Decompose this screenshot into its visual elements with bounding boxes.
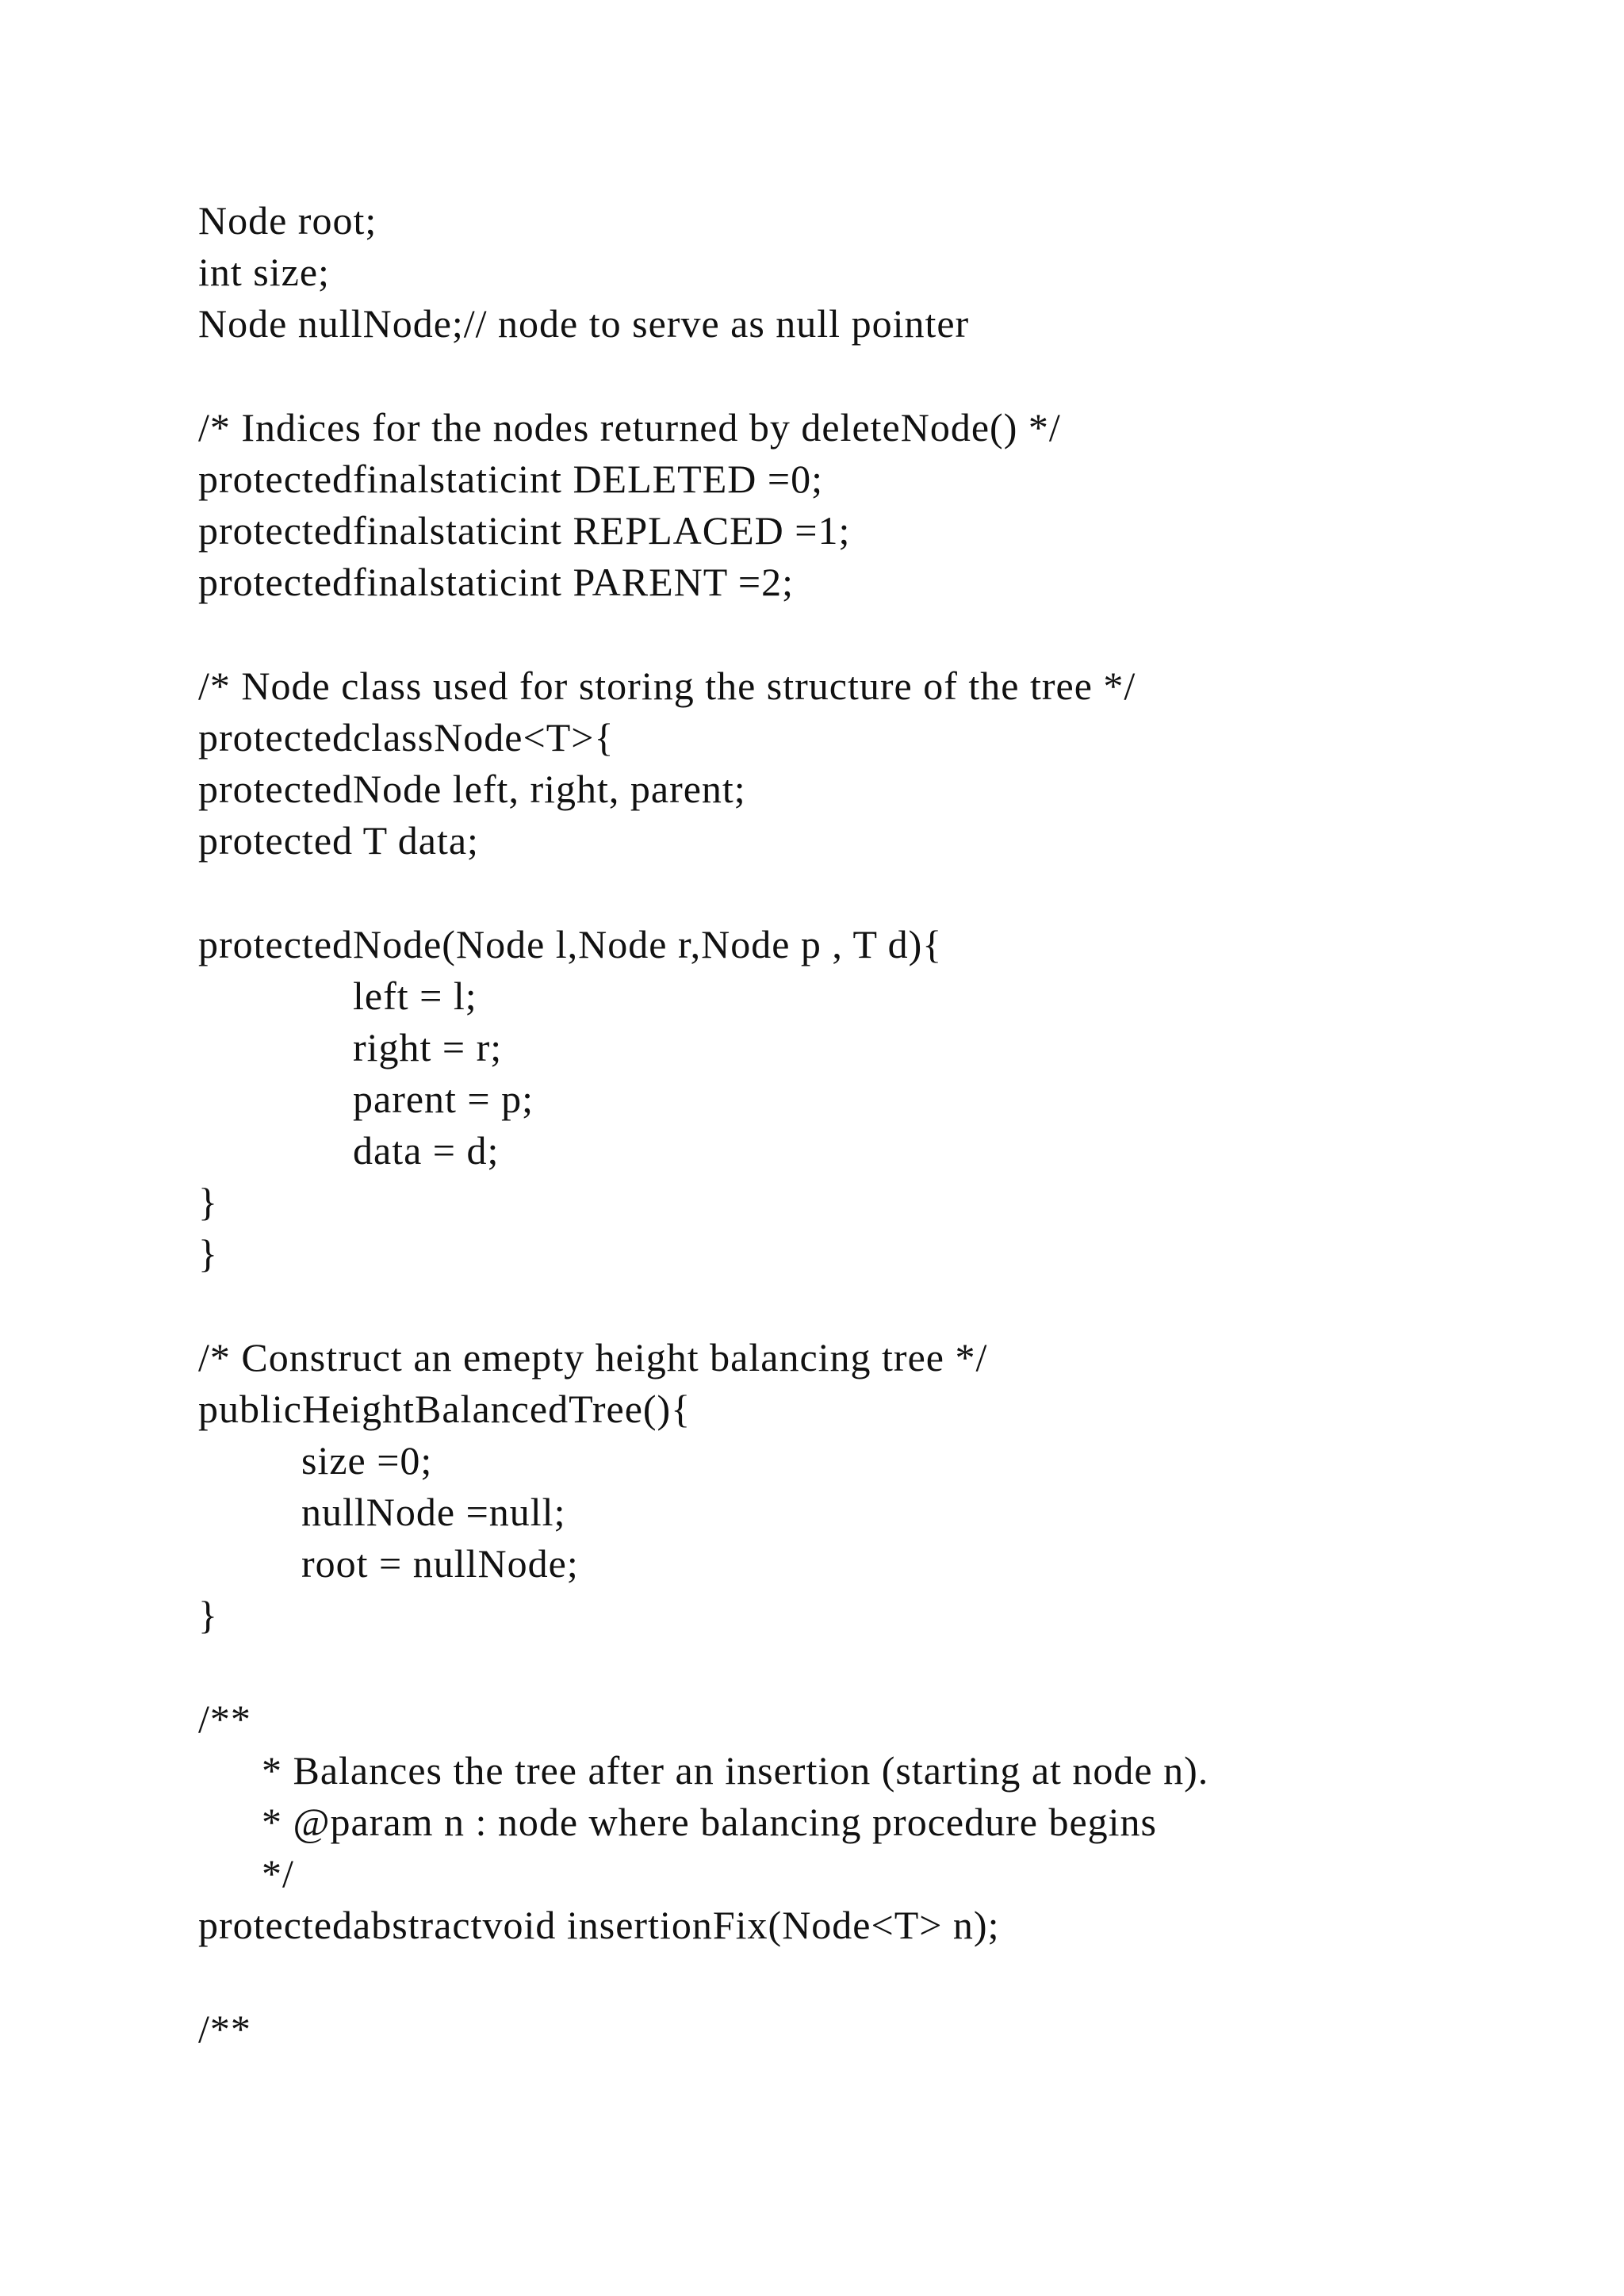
- code-line: protectedNode(Node l,Node r,Node p , T d){: [198, 922, 943, 966]
- code-line: protectedclassNode<T>{: [198, 715, 615, 760]
- code-line: nullNode =null;: [301, 1490, 566, 1534]
- code-line: publicHeightBalancedTree(){: [198, 1387, 691, 1431]
- code-comment: * @param n : node where balancing procedure begins: [262, 1800, 1157, 1844]
- code-comment: /**: [198, 2007, 251, 2051]
- code-brace: }: [198, 1180, 218, 1224]
- code-line: protectedfinalstaticint REPLACED =1;: [198, 508, 851, 553]
- code-line: int size;: [198, 250, 330, 294]
- code-line: left = l;: [353, 974, 477, 1018]
- code-comment: /**: [198, 1697, 251, 1741]
- code-line: Node root;: [198, 198, 377, 243]
- code-line: parent = p;: [353, 1077, 534, 1121]
- code-comment: /* Construct an emepty height balancing tree */: [198, 1335, 988, 1380]
- code-brace: }: [198, 1231, 218, 1276]
- code-brace: }: [198, 1593, 218, 1637]
- code-line: size =0;: [301, 1438, 433, 1483]
- code-line: protectedfinalstaticint DELETED =0;: [198, 457, 823, 501]
- code-line: right = r;: [353, 1025, 503, 1070]
- code-comment: /* Node class used for storing the structure of the tree */: [198, 664, 1136, 708]
- code-line: Node nullNode;// node to serve as null pointer: [198, 301, 970, 346]
- code-line: protectedfinalstaticint PARENT =2;: [198, 560, 794, 604]
- code-comment: /* Indices for the nodes returned by deleteNode() */: [198, 405, 1061, 450]
- code-line: protected T data;: [198, 818, 479, 863]
- code-line: protectedabstractvoid insertionFix(Node<T> n);: [198, 1903, 1000, 1947]
- code-line: data = d;: [353, 1128, 500, 1173]
- code-comment: * Balances the tree after an insertion (starting at node n).: [262, 1748, 1209, 1793]
- code-comment: */: [262, 1851, 294, 1896]
- code-line: protectedNode left, right, parent;: [198, 767, 746, 811]
- code-line: root = nullNode;: [301, 1541, 579, 1586]
